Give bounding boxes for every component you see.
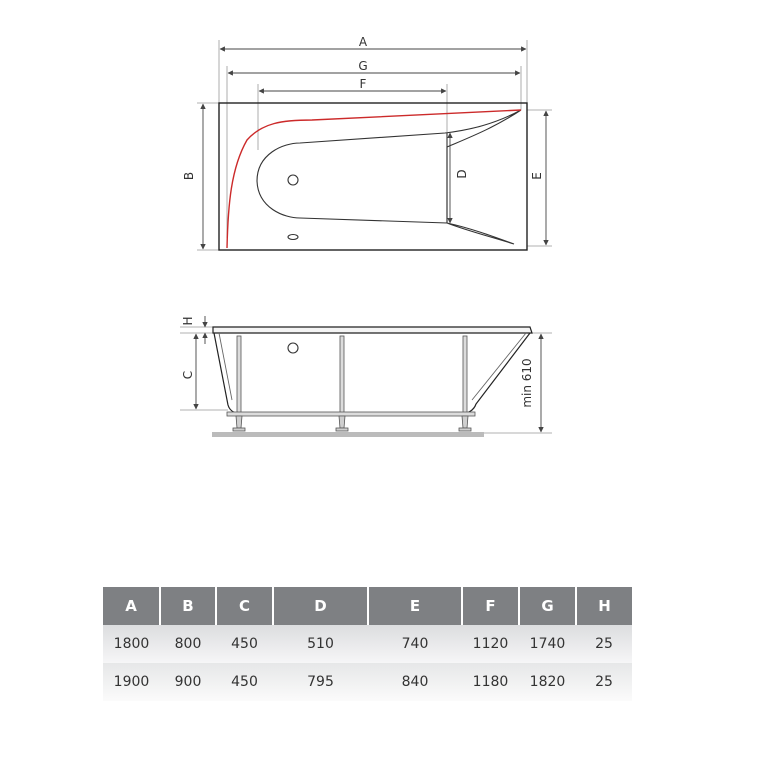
table-header-row — [103, 587, 632, 625]
dimension-lines — [203, 49, 546, 249]
table-cell: 1800 — [103, 625, 160, 663]
extension-lines — [197, 40, 552, 250]
table-cell: 795 — [273, 663, 368, 701]
header-cell-c: C — [216, 587, 273, 625]
table-row — [103, 663, 632, 701]
header-cell-g: G — [519, 587, 576, 625]
table-cell: 1740 — [519, 625, 576, 663]
overflow-icon — [288, 235, 298, 240]
header-cell-e: E — [368, 587, 462, 625]
table-cell: 800 — [160, 625, 216, 663]
label-b: B — [182, 171, 196, 181]
floor — [212, 432, 484, 437]
drain-icon — [288, 175, 298, 185]
table-cell: 510 — [273, 625, 368, 663]
header-cell-a: A — [103, 587, 160, 625]
table-cell: 450 — [216, 625, 273, 663]
label-f: F — [359, 77, 367, 91]
label-h: H — [181, 316, 195, 326]
table-cell: 900 — [160, 663, 216, 701]
header-cell-d: D — [273, 587, 368, 625]
label-a: A — [358, 35, 368, 49]
label-e: E — [530, 172, 544, 180]
tub-inner-wall — [219, 333, 526, 400]
side-view — [180, 316, 552, 437]
header-cell-b: B — [160, 587, 216, 625]
table-row — [103, 625, 632, 663]
label-d: D — [455, 169, 469, 179]
table-cell: 1820 — [519, 663, 576, 701]
table-cell: 25 — [576, 663, 632, 701]
table-cell: 740 — [368, 625, 462, 663]
tub-outer-rim — [219, 103, 527, 250]
table-cell: 1120 — [462, 625, 519, 663]
tub-body — [214, 333, 530, 414]
header-cell-f: F — [462, 587, 519, 625]
table-cell: 450 — [216, 663, 273, 701]
label-c: C — [181, 370, 195, 380]
label-g: G — [358, 59, 368, 73]
support-frame — [227, 336, 475, 416]
dimensions-table — [103, 587, 632, 701]
label-min-height: min 610 — [520, 358, 534, 408]
header-cell-h: H — [576, 587, 632, 625]
adjustable-legs — [233, 416, 471, 431]
backrest-curve — [227, 110, 521, 248]
table-cell: 25 — [576, 625, 632, 663]
tub-rim — [213, 327, 532, 333]
table-cell: 1180 — [462, 663, 519, 701]
table-cell: 1900 — [103, 663, 160, 701]
table-cell: 840 — [368, 663, 462, 701]
side-overflow-icon — [288, 343, 298, 353]
top-view — [182, 35, 552, 250]
